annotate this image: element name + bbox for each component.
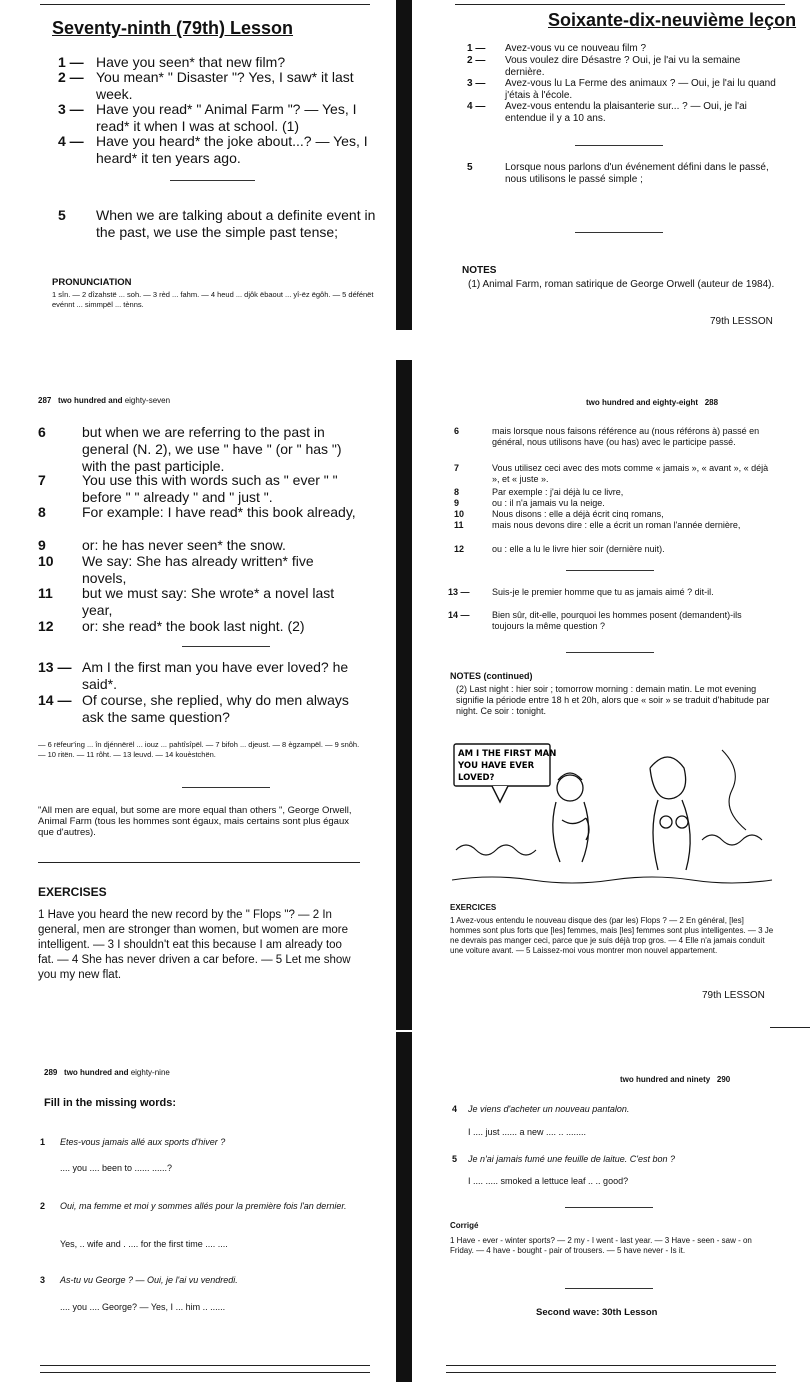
fr-item-text: Avez-vous lu La Ferme des animaux ? — Oui, je l'ai lu quand j'étais à l'école. — [505, 78, 776, 101]
en-item-text: You use this with words such as " ever " " before " " already " and " just ". — [82, 472, 338, 505]
pronunciation-heading: PRONUNCIATION — [52, 277, 132, 288]
fr-item-text: Vous utilisez ceci avec des mots comme « jamais », « avant », « déjà », et « juste ». — [492, 463, 769, 484]
en-item-text: but when we are referring to the past in general (N. 2), we use " have " (or " has ") with the past participle. — [82, 424, 342, 474]
en-item-11 — [38, 585, 360, 619]
en-item-text: Have you heard* the joke about...? — Yes, I heard* it ten years ago. — [96, 133, 368, 166]
en-item-10 — [38, 553, 360, 587]
fr-item-7 — [454, 463, 774, 485]
fill-answer-3: .... you .... George? — Yes, I ... him .. ...... — [60, 1302, 226, 1312]
page-number-289 — [44, 1068, 170, 1077]
fr-item-number: 12 — [454, 544, 465, 554]
fr-item-3 — [467, 78, 782, 102]
fill-answer-1: .... you .... been to ...... ......? — [60, 1163, 173, 1173]
en-item-6 — [38, 424, 360, 475]
page-header-words: two hundred and ninety — [620, 1075, 711, 1084]
en-item-9 — [38, 537, 360, 554]
fill-item-2 — [40, 1201, 370, 1212]
bubble-line: AM I THE FIRST MAN — [458, 749, 557, 759]
exercices-text: 1 Avez-vous entendu le nouveau disque des (par les) Flops ? — 2 En général, [les] hommes sont plus forts que [les] femmes, mais [les] femmes sont plus intelligentes. — 3 Je ne devrais pas manger ceci, parce que je suis déjà trop gros. — 4 Elle n'a jamais conduit une voiture avant. — 5 Laissez-moi vous montrer mon nouvel appartement. — [450, 916, 774, 955]
fr-item-text: Suis-je le premier homme que tu as jamais aimé ? dit-il. — [492, 587, 714, 597]
cartoon-man — [553, 773, 589, 862]
margin-rule — [770, 1027, 810, 1028]
fr-item-number: 7 — [454, 463, 460, 473]
en-item-text: When we are talking about a definite event in the past, we use the simple past tense; — [96, 207, 376, 240]
fill-item-number: 1 — [40, 1137, 46, 1147]
fr-item-text: ou : elle a lu le livre hier soir (dernière nuit). — [492, 544, 665, 554]
page-number: 288 — [704, 398, 719, 407]
en-item-number: 4 — — [58, 133, 84, 149]
fr-item-5 — [467, 162, 782, 186]
fr-item-number: 8 — [454, 487, 460, 497]
page-number: 289 — [44, 1068, 58, 1077]
en-item-number: 2 — — [58, 69, 84, 85]
fr-item-6 — [454, 426, 774, 448]
en-item-14 — [38, 692, 360, 726]
top-rule-left — [40, 4, 370, 5]
en-item-text: We say: She has already written* five novels, — [82, 553, 314, 586]
fr-item-text: Par exemple : j'ai déjà lu ce livre, — [492, 487, 624, 497]
book-spine-3 — [396, 1032, 412, 1382]
en-item-2 — [58, 69, 378, 103]
fr-item-11 — [454, 520, 774, 531]
en-item-number: 13 — — [38, 659, 72, 675]
book-spine-2 — [396, 360, 412, 1030]
fr-item-number: 10 — [454, 509, 465, 519]
page-number-290 — [620, 1075, 730, 1084]
en-item-number: 12 — [38, 618, 54, 634]
en-item-number: 1 — — [58, 54, 84, 70]
en-item-number: 5 — [58, 207, 66, 223]
fr-item-text: Avez-vous entendu la plaisanterie sur... ? — Oui, je l'ai entendue il y a 10 ans. — [505, 101, 747, 124]
page-header-words: two hundred and — [64, 1068, 129, 1077]
fr-item-number: 9 — [454, 498, 460, 508]
separator — [170, 180, 255, 181]
fr-item-text: ou : il n'a jamais vu la neige. — [492, 498, 605, 508]
fr-item-14 — [448, 610, 774, 632]
en-item-text: Have you read* " Animal Farm "? — Yes, I read* it when I was at school. (1) — [96, 101, 357, 134]
fill-item-5 — [452, 1154, 772, 1165]
orwell-quote: "All men are equal, but some are more equal than others ", George Orwell, Animal Farm (tous les hommes sont égaux, mais certains sont plus égaux que d'autres). — [38, 805, 352, 838]
fr-item-1 — [467, 43, 782, 55]
page-header-words: eighty-seven — [124, 396, 171, 405]
note-1: (1) Animal Farm, roman satirique de George Orwell (auteur de 1984). — [468, 279, 775, 290]
separator — [575, 232, 663, 233]
fill-item-question: Etes-vous jamais allé aux sports d'hiver ? — [60, 1137, 226, 1147]
fr-item-number: 6 — [454, 426, 460, 436]
fr-item-4 — [467, 101, 782, 125]
en-item-12 — [38, 618, 360, 635]
fr-item-2 — [467, 55, 782, 79]
fr-item-text: mais nous devons dire : elle a écrit un roman l'année dernière, — [492, 520, 741, 530]
lesson-title-en: Seventy-ninth (79th) Lesson — [52, 18, 294, 38]
page-header-words: eighty-eight — [652, 398, 699, 407]
page-header-words: two hundred and — [586, 398, 651, 407]
en-item-text: but we must say: She wrote* a novel last year, — [82, 585, 335, 618]
en-item-number: 6 — [38, 424, 46, 440]
fill-item-3 — [40, 1275, 370, 1286]
en-item-number: 3 — — [58, 101, 84, 117]
top-rule-right — [455, 4, 785, 5]
fr-item-number: 4 — — [467, 101, 486, 112]
separator — [182, 646, 270, 647]
fr-item-number: 14 — — [448, 610, 470, 620]
en-item-8 — [38, 504, 360, 521]
en-item-number: 14 — — [38, 692, 72, 708]
en-item-text: Am I the first man you have ever loved? he said*. — [82, 659, 349, 692]
en-item-text: or: he has never seen* the snow. — [82, 537, 286, 553]
notes-continued-heading: NOTES (continued) — [450, 671, 533, 681]
en-item-number: 10 — [38, 553, 54, 569]
pronunciation-text-2: — 6 rëfeur'ing ... în djénnërël ... iouz ... pahtîsîpël. — 7 bifoh ... djeust. — 8 ègzampël. — 9 snôh. — 10 ritën. — 11 rôht. — 13 leuvd. — 14 kouèstchën. — [38, 740, 360, 759]
fr-item-number: 3 — — [467, 78, 486, 89]
fill-item-question: As-tu vu George ? — Oui, je l'ai vu vendredi. — [60, 1275, 238, 1285]
en-item-text: For example: I have read* this book already, — [82, 504, 356, 520]
fr-item-text: Avez-vous vu ce nouveau film ? — [505, 43, 647, 54]
notes-heading: NOTES — [462, 265, 497, 276]
bottom-rule-right-1 — [446, 1365, 776, 1366]
en-item-text: or: she read* the book last night. (2) — [82, 618, 305, 634]
page-number-288 — [586, 398, 718, 407]
separator — [565, 1207, 653, 1208]
separator — [182, 787, 270, 788]
book-spine-1 — [396, 0, 412, 330]
fr-item-number: 1 — — [467, 43, 486, 54]
en-item-number: 9 — [38, 537, 46, 553]
separator — [575, 145, 663, 146]
en-item-5 — [58, 207, 378, 241]
cartoon-woman — [650, 757, 690, 870]
fr-item-text: mais lorsque nous faisons référence au (nous référons à) passé en général, nous utilisons have (ou has) avec le participe passé. — [492, 426, 760, 447]
pronunciation-text: 1 sîn. — 2 dîzahstë ... soh. — 3 rèd ... fahm. — 4 heud ... djôk ëbaout ... yî-ëz ëgôh. — 5 défénët evénnt ... simmpël ... tènns. — [52, 290, 374, 309]
separator — [565, 1288, 653, 1289]
fill-item-number: 5 — [452, 1154, 458, 1164]
fr-item-number: 5 — [467, 162, 473, 173]
en-item-number: 11 — [38, 585, 53, 601]
cartoon-illustration — [452, 740, 774, 888]
en-item-4 — [58, 133, 378, 167]
fill-answer-5: I .... ..... smoked a lettuce leaf .. .. good? — [468, 1176, 629, 1186]
en-item-13 — [38, 659, 360, 693]
corrige-heading: Corrigé — [450, 1221, 479, 1230]
fr-item-text: Nous disons : elle a déjà écrit cinq romans, — [492, 509, 664, 519]
note-2: (2) Last night : hier soir ; tomorrow morning : demain matin. Le mot evening signifie la période entre 18 h et 20h, alors que « soir » se traduit d'habitude par night. Ce soir : tonight. — [456, 684, 770, 716]
fr-item-text: Vous voulez dire Désastre ? Oui, je l'ai vu la semaine dernière. — [505, 55, 741, 78]
bottom-rule-right-2 — [446, 1372, 776, 1373]
fill-item-1 — [40, 1137, 360, 1148]
fill-item-number: 2 — [40, 1201, 46, 1211]
fill-in-title: Fill in the missing words: — [44, 1097, 177, 1109]
fr-item-9 — [454, 498, 774, 509]
page-footer-79: 79th LESSON — [710, 316, 773, 327]
exercises-heading: EXERCISES — [38, 885, 107, 899]
en-item-number: 7 — [38, 472, 46, 488]
separator — [566, 652, 654, 653]
en-item-7 — [38, 472, 360, 506]
page-number-287 — [38, 396, 170, 405]
page-footer-79-b: 79th LESSON — [702, 990, 765, 1001]
fr-item-13 — [448, 587, 774, 598]
corrige-text: 1 Have - ever - winter sports? — 2 my - I went - last year. — 3 Have - seen - saw - on Friday. — 4 have - bought - pair of trousers. — 5 have never - Is it. — [450, 1236, 752, 1255]
fill-answer-2: Yes, .. wife and . .... for the first time .... .... — [60, 1239, 228, 1249]
fill-item-question: Je n'ai jamais fumé une feuille de laitue. C'est bon ? — [468, 1154, 676, 1164]
en-item-text: You mean* " Disaster "? Yes, I saw* it last week. — [96, 69, 354, 102]
en-item-text: Of course, she replied, why do men always ask the same question? — [82, 692, 349, 725]
second-wave: Second wave: 30th Lesson — [536, 1307, 658, 1318]
page-header-words: two hundred and — [58, 396, 123, 405]
page-number: 287 — [38, 396, 52, 405]
fr-item-number: 13 — — [448, 587, 470, 597]
fr-item-number: 11 — [454, 520, 464, 530]
fill-item-number: 4 — [452, 1104, 458, 1114]
fill-item-question: Je viens d'acheter un nouveau pantalon. — [468, 1104, 630, 1114]
page-header-words: eighty-nine — [130, 1068, 170, 1077]
bubble-line: LOVED? — [458, 773, 495, 783]
exercises-text: 1 Have you heard the new record by the " Flops "? — 2 In general, men are stronger than women, but women are more intelligent. — 3 I shouldn't eat this because I am already too fat. — 4 She has never driven a car before. — 5 Let me show you my new flat. — [38, 909, 351, 981]
fr-item-number: 2 — — [467, 55, 486, 66]
fr-item-text: Lorsque nous parlons d'un événement défini dans le passé, nous utilisons le passé simple ; — [505, 162, 769, 185]
en-item-number: 8 — [38, 504, 46, 520]
exercices-heading: EXERCICES — [450, 903, 497, 912]
bottom-rule-left-1 — [40, 1365, 370, 1366]
fill-answer-4: I .... just ...... a new .... .. ........ — [468, 1127, 587, 1137]
section-rule — [38, 862, 360, 863]
fill-item-question: Oui, ma femme et moi y sommes allés pour la première fois l'an dernier. — [60, 1201, 347, 1211]
en-item-3 — [58, 101, 378, 135]
fr-item-12 — [454, 544, 774, 555]
fill-item-number: 3 — [40, 1275, 46, 1285]
lesson-title-fr: Soixante-dix-neuvième leçon — [548, 10, 797, 30]
fr-item-text: Bien sûr, dit-elle, pourquoi les hommes posent (demandent)-ils toujours la même question ? — [492, 610, 742, 631]
page-number: 290 — [716, 1075, 731, 1084]
fr-item-8 — [454, 487, 774, 498]
fill-item-4 — [452, 1104, 772, 1115]
bottom-rule-left-2 — [40, 1372, 370, 1373]
en-item-text: Have you seen* that new film? — [96, 54, 286, 70]
bubble-line: YOU HAVE EVER — [458, 761, 535, 771]
separator — [566, 570, 654, 571]
fr-item-10 — [454, 509, 774, 520]
